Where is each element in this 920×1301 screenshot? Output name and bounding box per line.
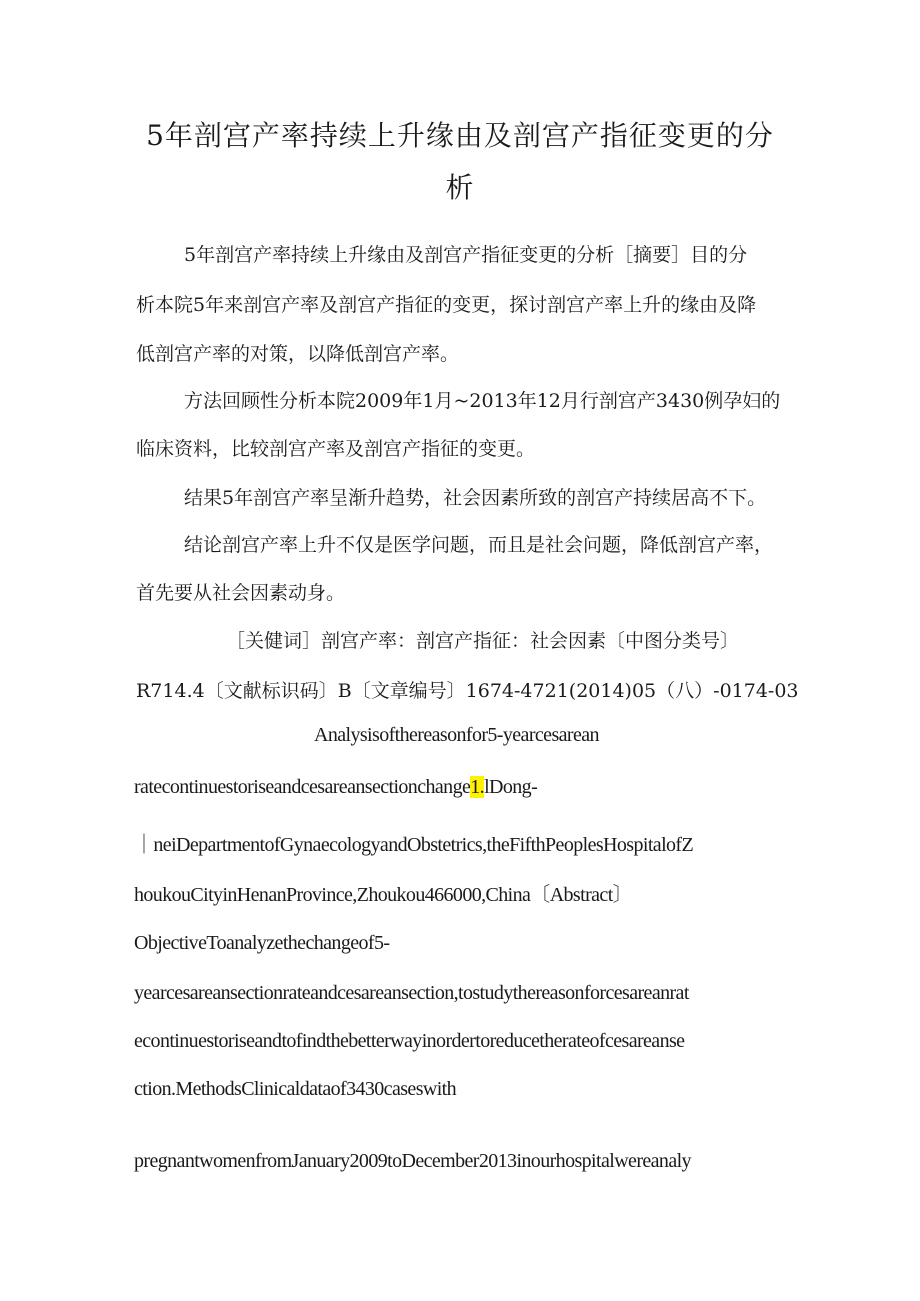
methods-line-1: 方法回顾性分析本院2009年1月~2013年12月行剖宫产3430例孕妇的 — [184, 390, 781, 412]
abstract-line-2: 析本院5年来剖宫产率及剖宫产指征的变更，探讨剖宫产率上升的缘由及降 — [136, 294, 757, 316]
english-abstract-line-5: pregnantwomenfromJanuary2009toDecember2013inourhospitalwereanaly — [134, 1150, 691, 1172]
english-abstract-line-1: ObjectiveToanalyzethechangeof5- — [134, 932, 390, 954]
keywords-line-2: R714.4〔文献标识码〕B〔文章编号〕1674-4721(2014)05（八）-0174-03 — [136, 680, 799, 702]
author-name-start: lDong- — [484, 776, 538, 798]
english-title-line-1: Analysisofthereasonfor5-yearcesarean — [314, 724, 599, 746]
english-abstract-line-4: ction.MethodsClinicaldataof3430caseswith — [134, 1078, 457, 1100]
doc-title-line2: 析 — [445, 171, 475, 204]
english-abstract-line-3: econtinuestoriseandtofindthebetterwayinordertoreducetherateofcesareanse — [134, 1030, 685, 1052]
conclusion-line-2: 首先要从社会因素动身。 — [136, 582, 346, 604]
english-abstract-line-2: yearcesareansectionrateandcesareansection,tostudythereasonforcesareanrat — [134, 982, 689, 1004]
english-title-line-2 — [134, 776, 537, 799]
conclusion-line-1: 结论剖宫产率上升不仅是医学问题，而且是社会问题，降低剖宫产率， — [184, 534, 774, 556]
doc-title-line1: 5年剖宫产率持续上升缘由及剖宫产指征变更的分 — [146, 119, 774, 152]
highlighted-number: 1. — [470, 776, 485, 798]
affiliation-line-1: ｜neiDepartmentofGynaecologyandObstetrics,theFifthPeoplesHospitalofZ — [134, 834, 694, 856]
results-line-1: 结果5年剖宫产率呈渐升趋势，社会因素所致的剖宫产持续居高不下。 — [184, 487, 767, 509]
keywords-line-1: ［关健词］剖宫产率：剖宫产指征：社会因素〔中图分类号〕 — [226, 630, 740, 652]
english-title-text: ratecontinuestoriseandcesareansectionchange — [134, 776, 471, 798]
abstract-line-1: 5年剖宫产率持续上升缘由及剖宫产指征变更的分析［摘要］目的分 — [184, 244, 748, 266]
abstract-line-3: 低剖宫产率的对策，以降低剖宫产率。 — [136, 343, 460, 365]
affiliation-line-2: houkouCityinHenanProvince,Zhoukou466000,China〔Abstract〕 — [134, 884, 633, 906]
methods-line-2: 临床资料，比较剖宫产率及剖宫产指征的变更。 — [136, 438, 536, 460]
